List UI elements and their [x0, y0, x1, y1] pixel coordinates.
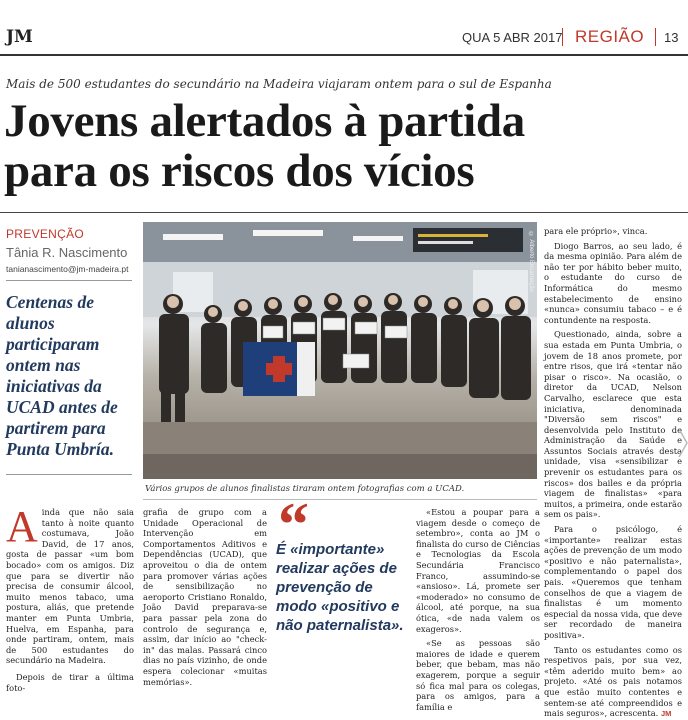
lead-rule [6, 474, 132, 475]
article-headline [4, 96, 684, 196]
quote-mark-icon: “ [278, 491, 309, 559]
photo-credit: © Alberto Encarnação [528, 232, 534, 293]
author-email[interactable]: tanianascimento@jm-madeira.pt [6, 264, 129, 274]
headline-line-1: Jovens alertados à partida [4, 95, 525, 147]
body-paragraph: Diogo Barros, ao seu lado, é da mesma opinião. Para além de não ter por hábito beber muito, o estudante do curso de Informática do mesmo estabelecimento de ensino «nunca» consumiu tabaco – e é contundente na resposta. [544, 240, 682, 325]
body-paragraph: Depois de tirar a última foto- [6, 671, 134, 693]
photo-illustration [143, 222, 537, 479]
next-page-arrow-icon[interactable] [678, 428, 688, 458]
body-paragraph: Tanto os estudantes como os respetivos pais, por sua vez, «têm aderido muito bem» ao projeto. «Até os pais notamos que estão muito contentes e sentem-se até compreendidos e mais seguros», acrescenta. [544, 644, 682, 719]
header-divider [655, 28, 656, 46]
drop-cap: A [6, 502, 38, 551]
body-column-2 [143, 507, 267, 687]
caption-rule [143, 499, 537, 500]
body-column-4 [416, 507, 540, 712]
body-paragraph: grafia de grupo com a Unidade Operacional de Intervenção em Comportamentos Aditivos e Dependências (UCAD), que aproveitou o dia de ontem para promover várias ações de sensibilização no aeroporto Cristiano Ronaldo, João David preparava-se para passar pela zona do controlo de segurança e, assim, dar início ao "check-in" das malas. Passará cinco dias no país vizinho, de onde espera colecionar «muitas memórias». [143, 507, 267, 687]
body-column-5 [544, 226, 682, 719]
body-paragraph: para ele próprio», vinca. [544, 226, 648, 236]
section-title: REGIÃO [575, 27, 645, 46]
header-divider [562, 28, 563, 46]
newspaper-logo: JM [6, 27, 33, 47]
body-paragraph: «Se as pessoas são maiores de idade e querem beber, que bebam, mas não exagerem, porque a seguir só fica mal para os colegas, para os amigos, para a família e [416, 638, 540, 712]
issue-date: QUA 5 ABR 2017 [462, 30, 563, 45]
page-number: 13 [664, 30, 679, 45]
pull-quote: É «importante» realizar ações de prevenção de modo «positivo e não paternalista». [276, 541, 404, 634]
topic-label: PREVENÇÃO [6, 227, 85, 241]
headline-rule [0, 212, 688, 213]
body-paragraph: inda que não saia tanto à noite quanto costumava, João David, de 17 anos, gosta de passar «um bom bocado» com os amigos. Diz que para se divertir não precisa de consumir álcool, muito menos tabaco, uma postura, aliás, que pretende manter em Punta Umbria, Huelva, em Espanha, para onde partiram, ontem, mais de 500 estudantes do secundário na Madeira. [6, 507, 134, 666]
headline-line-2: para os riscos dos vícios [4, 145, 475, 197]
byline-rule [6, 280, 132, 281]
photo-caption: Vários grupos de alunos finalistas tiraram ontem fotografias com a UCAD. [145, 484, 465, 494]
body-column-1 [6, 502, 134, 693]
body-paragraph: Para o psicólogo, é «importante» realizar estas ações de prevenção de um modo «positivo e não paternalista», complementando o papel dos pais. «Queremos que tenham conselhos de que a viagem de finalistas é um momento especial da nossa vida, que deve ser recordado de maneira positiva». [544, 524, 682, 640]
article-lead: Centenas de alunos participaram ontem nas iniciativas da UCAD antes de partirem para Punta Umbría. [6, 292, 118, 459]
body-paragraph: Questionado, ainda, sobre a sua estada em Punta Umbria, o jovem de 18 anos promete, por entre risos, que irá «tentar não pisar o risco». Na ocasião, o diretor da UCAD, Nelson Carvalho, esclarece que esta iniciativa, denominada "Diversão sem riscos" e desenvolvida pelo Instituto de Administração da Saúde e Assuntos Sociais através desta unidade, visa «sensibilizar e prevenir os estudantes para os riscos» dos bailes e da própria viagem de finalistas» «para muitos, a primeira, onde estarão sem os pais». [544, 329, 682, 520]
group-photo [143, 222, 537, 479]
author-name: Tânia R. Nascimento [6, 245, 128, 260]
article-kicker: Mais de 500 estudantes do secundário na Madeira viajaram ontem para o sul de Espanha [6, 77, 552, 91]
signature: JM [660, 709, 672, 719]
header-rule [0, 54, 688, 56]
body-paragraph: «Estou a poupar para a viagem desde o começo de setembro», conta ao JM o finalista do curso de Ciências e Tecnologias da Escola Secundária Francisco Franco, assumindo-se «ansioso». Lá, promete ser «moderado» no consumo de álcool, até porque, na sua ótica, «de nada valem os exageros». [416, 507, 540, 634]
